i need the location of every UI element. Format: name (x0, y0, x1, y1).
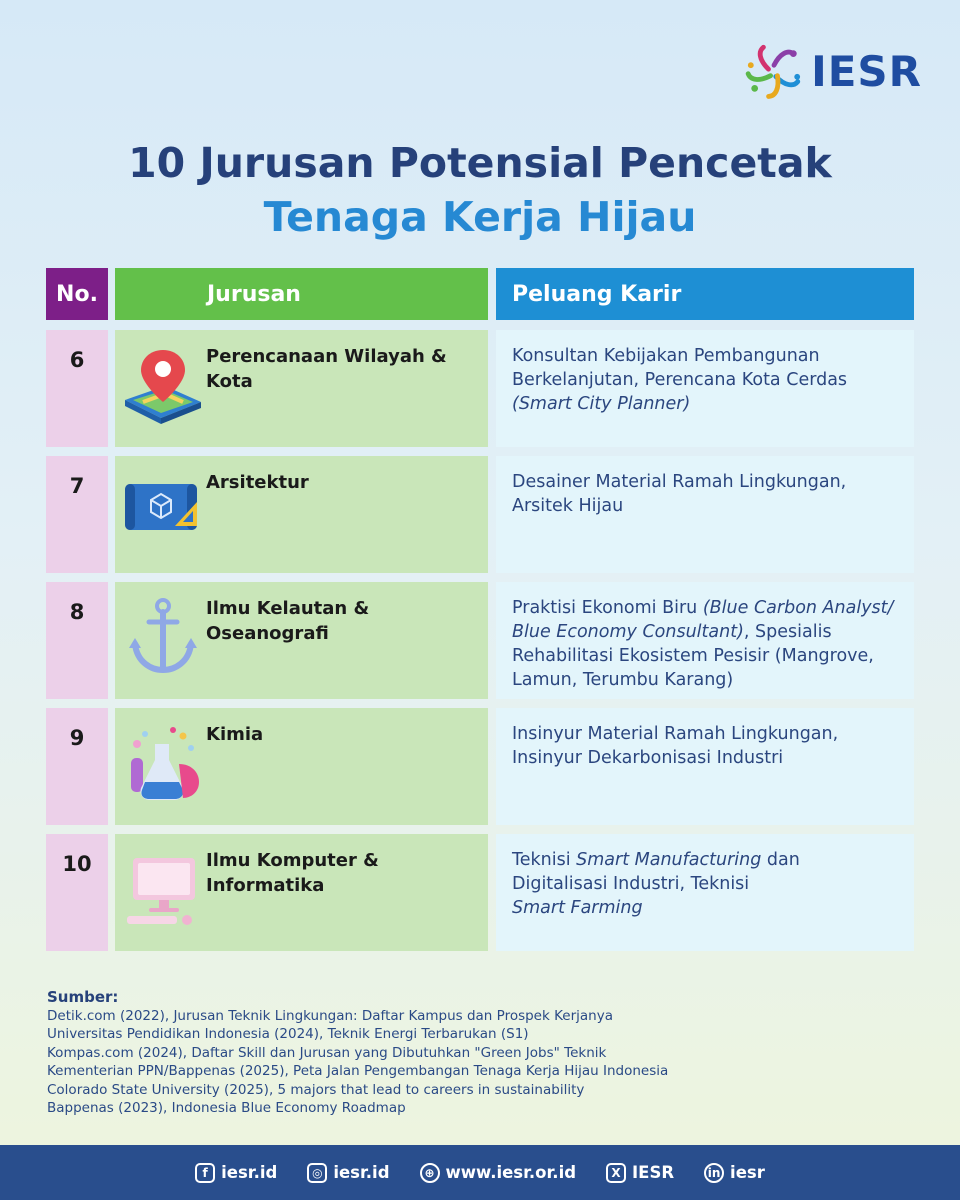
source-item: Bappenas (2023), Indonesia Blue Economy Roadmap (47, 1100, 406, 1116)
source-item: Colorado State University (2025), 5 majors that lead to careers in sustainability (47, 1081, 585, 1098)
instagram-handle: iesr.id (333, 1163, 390, 1182)
table-row (46, 708, 914, 825)
sources-title: Sumber: (47, 988, 119, 1006)
facebook-icon: f (195, 1163, 215, 1183)
career-text: Desainer Material Ramah Lingkungan, Arsitek Hijau (512, 472, 847, 516)
row-number: 10 (46, 834, 108, 951)
jurusan-cell (115, 582, 488, 699)
computer-icon (121, 846, 203, 932)
career-text-italic: Smart Manufacturing (576, 850, 762, 870)
header-no: No. (46, 268, 108, 320)
website-url: www.iesr.or.id (445, 1163, 577, 1182)
footer-social-bar (0, 1145, 960, 1200)
peluang-cell (496, 456, 914, 573)
sources-section (47, 988, 668, 1118)
jurusan-name: Arsitektur (206, 472, 309, 493)
career-text: Teknisi (512, 850, 577, 870)
page-title (0, 138, 960, 242)
source-item: Detik.com (2022), Jurusan Teknik Lingkungan: Daftar Kampus dan Prospek Kerjanya (47, 1007, 613, 1024)
map-pin-icon (121, 342, 203, 428)
peluang-cell (496, 834, 914, 951)
jurusan-cell (115, 456, 488, 573)
career-text: Konsultan Kebijakan Pembangunan Berkelanjutan, Perencana Kota Cerdas (512, 346, 848, 390)
jurusan-name: Kimia (206, 724, 264, 745)
globe-icon: ⊕ (420, 1163, 440, 1183)
linkedin-icon: in (704, 1163, 724, 1183)
x-link[interactable] (606, 1163, 674, 1183)
career-text: , Spesialis Rehabilitasi Ekosistem Pesisir (Mangrove, Lamun, Terumbu Karang) (512, 622, 874, 690)
source-item: Kementerian PPN/Bappenas (2025), Peta Jalan Pengembangan Tenaga Kerja Hijau Indonesia (47, 1063, 669, 1079)
facebook-link[interactable] (195, 1163, 277, 1183)
iesr-logo-text: IESR (811, 46, 922, 96)
iesr-logo-mark-icon (745, 42, 803, 100)
career-text: Insinyur Material Ramah Lingkungan, Insinyur Dekarbonisasi Industri (512, 724, 839, 768)
instagram-link[interactable] (307, 1163, 389, 1183)
x-icon: X (606, 1163, 626, 1183)
row-number: 9 (46, 708, 108, 825)
jurusan-name: Ilmu Komputer & Informatika (206, 850, 379, 896)
career-text-italic: (Blue Carbon Analyst/ Blue Economy Consultant) (512, 598, 894, 642)
row-number: 8 (46, 582, 108, 699)
linkedin-handle: iesr (730, 1163, 765, 1182)
row-number: 7 (46, 456, 108, 573)
facebook-handle: iesr.id (221, 1163, 278, 1182)
jurusan-name: Ilmu Kelautan & Oseanografi (206, 598, 370, 644)
source-item: Kompas.com (2024), Daftar Skill dan Jurusan yang Dibutuhkan "Green Jobs" Teknik (47, 1044, 607, 1061)
header-peluang-karir: Peluang Karir (496, 268, 914, 320)
jurusan-name: Perencanaan Wilayah & Kota (206, 346, 447, 392)
career-text-italic: (Smart City Planner) (512, 394, 691, 414)
title-line-2: Tenaga Kerja Hijau (263, 193, 697, 241)
table-row (46, 330, 914, 447)
anchor-icon (121, 594, 203, 680)
peluang-cell (496, 330, 914, 447)
source-item: Universitas Pendidikan Indonesia (2024), Teknik Energi Terbarukan (S1) (47, 1026, 529, 1042)
website-link[interactable] (420, 1163, 577, 1183)
career-text: dan Digitalisasi Industri, Teknisi (512, 850, 800, 894)
career-text-italic: Smart Farming (512, 898, 643, 918)
peluang-cell (496, 708, 914, 825)
blueprint-icon (121, 468, 203, 554)
instagram-icon: ◎ (307, 1163, 327, 1183)
table-row (46, 834, 914, 951)
title-line-1: 10 Jurusan Potensial Pencetak (128, 139, 832, 187)
table-row (46, 582, 914, 699)
career-text: Praktisi Ekonomi Biru (512, 598, 703, 618)
chemistry-flask-icon (121, 720, 203, 806)
jurusan-cell (115, 708, 488, 825)
iesr-logo (745, 42, 922, 100)
table-row (46, 456, 914, 573)
linkedin-link[interactable] (704, 1163, 765, 1183)
header-jurusan: Jurusan (115, 268, 488, 320)
peluang-cell (496, 582, 914, 699)
x-handle: IESR (632, 1163, 675, 1182)
jurusan-cell (115, 330, 488, 447)
jurusan-cell (115, 834, 488, 951)
row-number: 6 (46, 330, 108, 447)
